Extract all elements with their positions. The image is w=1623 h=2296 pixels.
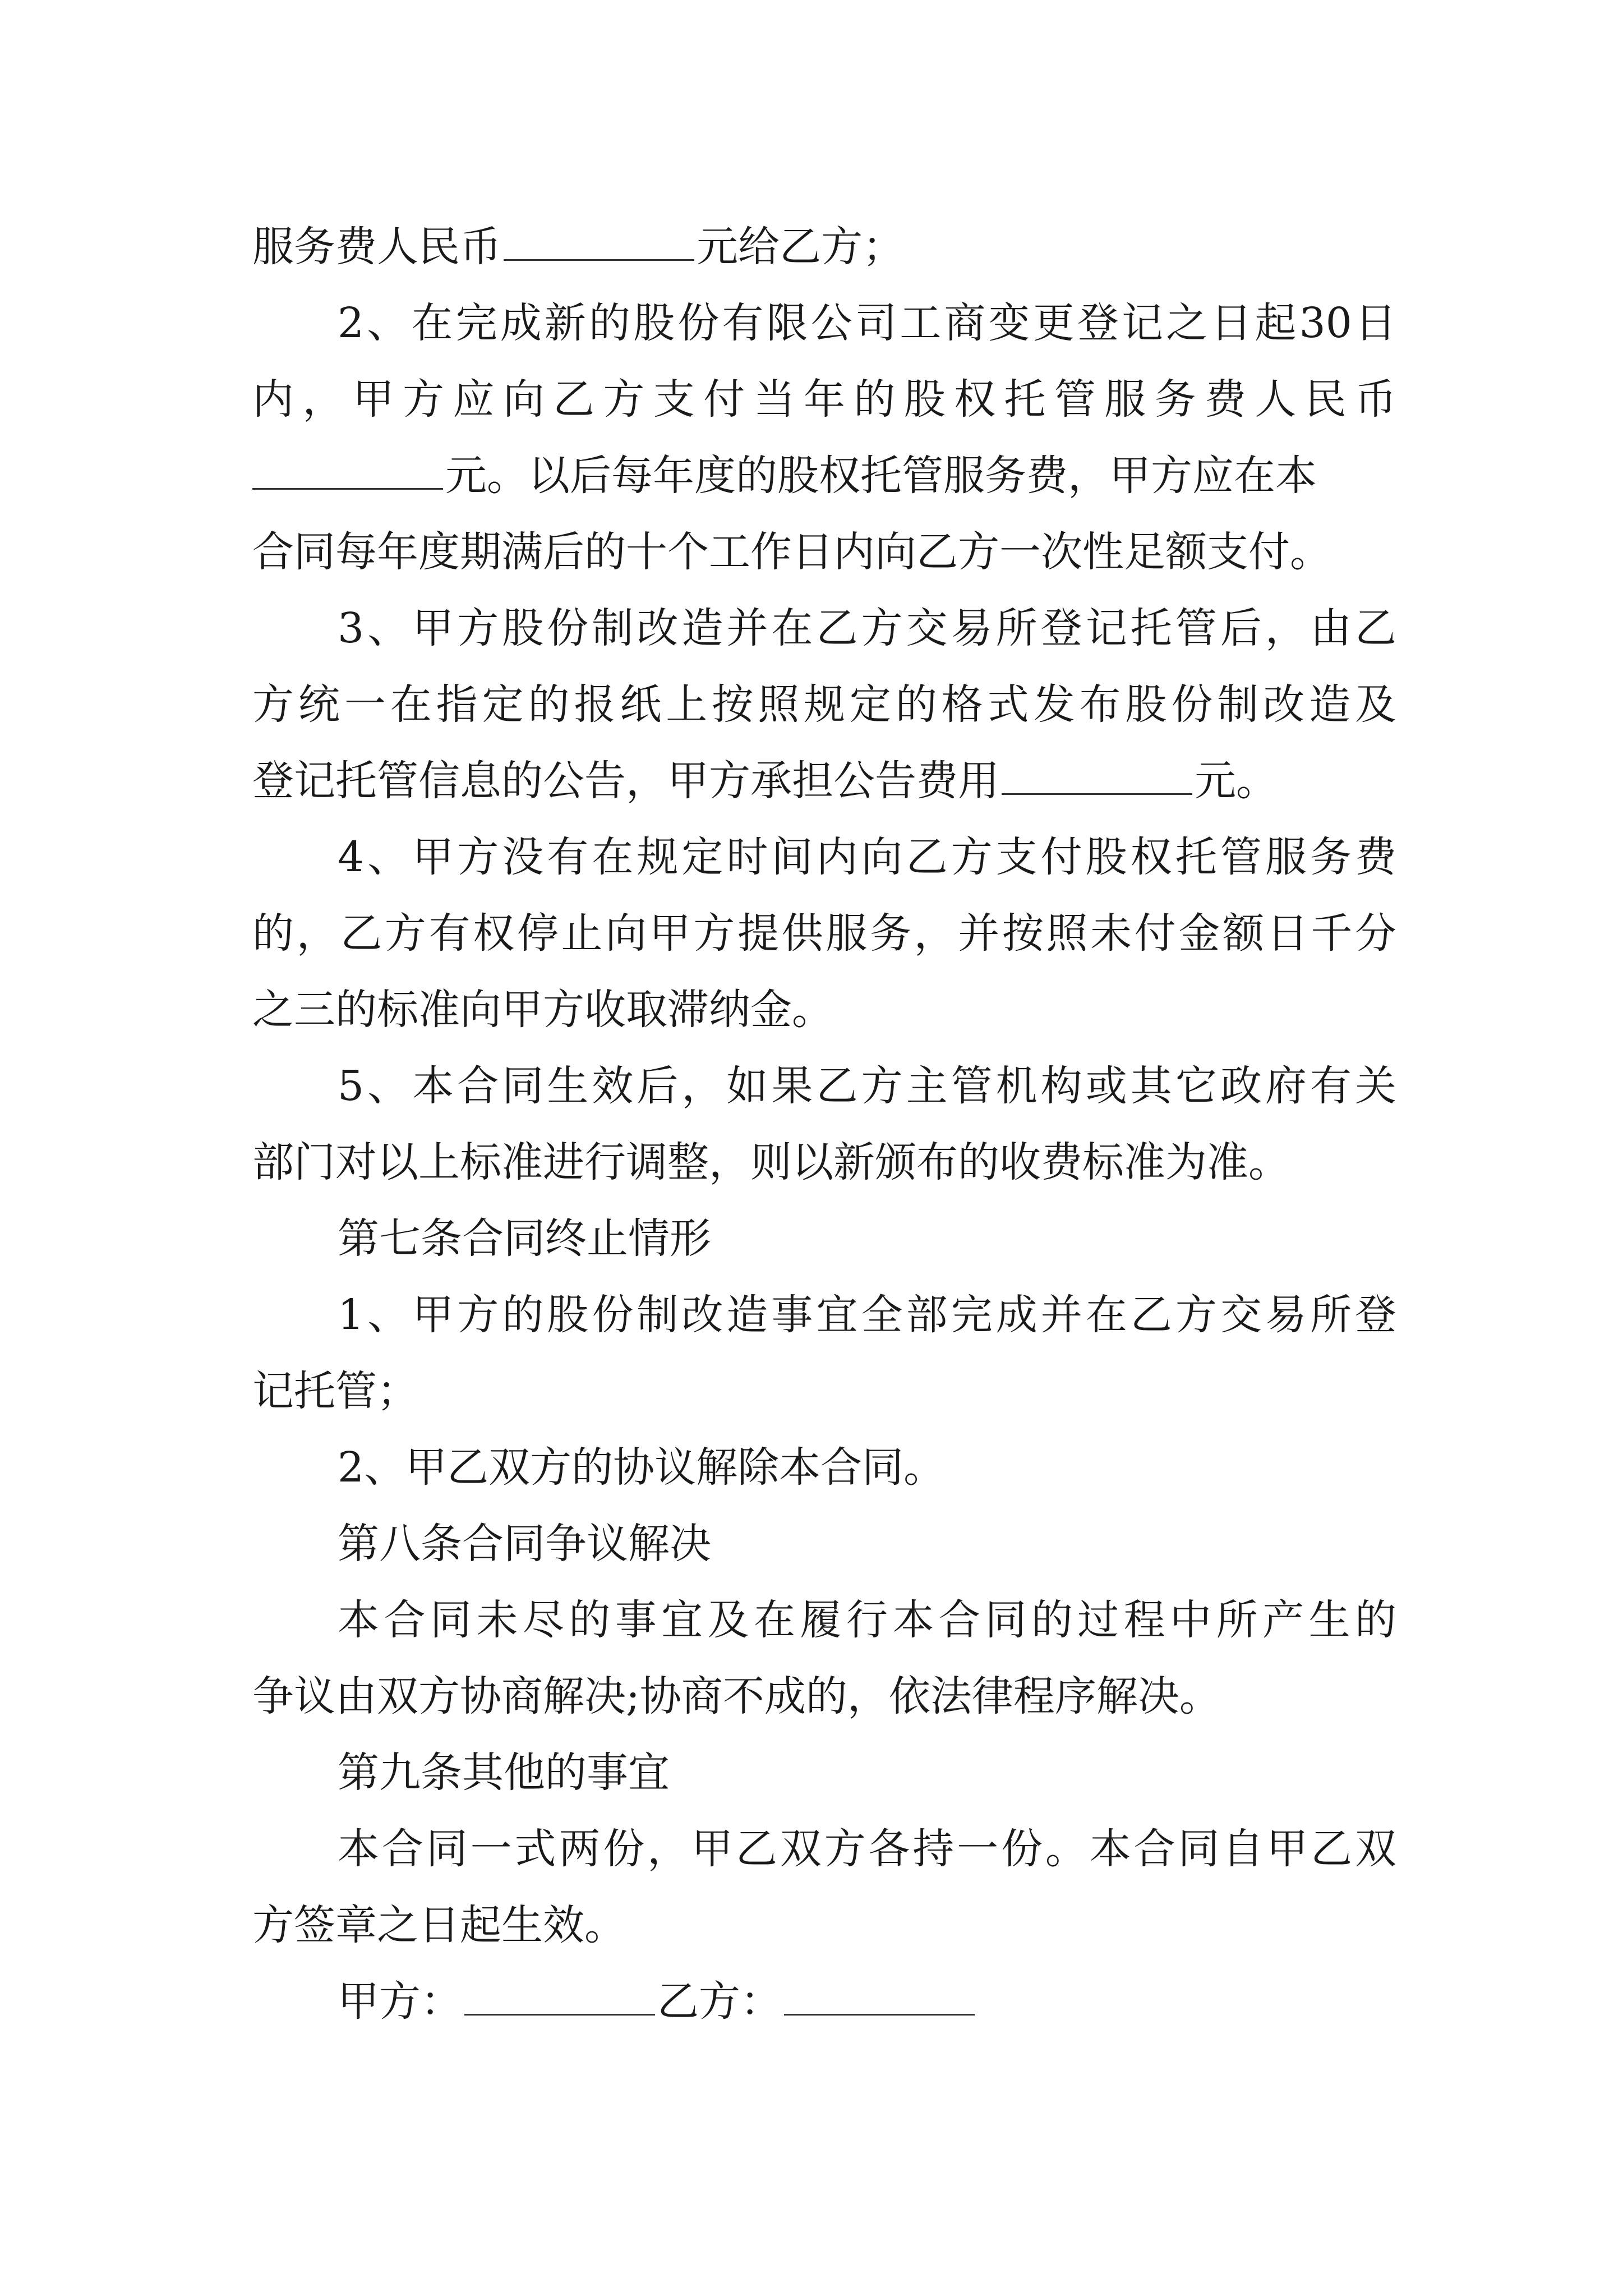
text-line: 3、甲方股份制改造并在乙方交易所登记托管后，由乙 bbox=[338, 604, 1396, 652]
text-segment: 服务费人民币 bbox=[252, 223, 501, 271]
fill-in-blank bbox=[252, 477, 443, 490]
text-line: 1、甲方的股份制改造事宜全部完成并在乙方交易所登 bbox=[338, 1291, 1396, 1339]
text-line: 方签章之日起生效。 bbox=[252, 1901, 626, 1949]
contract-body bbox=[252, 209, 1396, 2040]
section-heading: 第七条合同终止情形 bbox=[338, 1214, 711, 1263]
text-line: 5、本合同生效后，如果乙方主管机构或其它政府有关 bbox=[338, 1062, 1396, 1110]
text-line: 方统一在指定的报纸上按照规定的格式发布股份制改造及 bbox=[252, 680, 1396, 729]
text-line: 本合同一式两份，甲乙双方各持一份。本合同自甲乙双 bbox=[338, 1825, 1396, 1873]
text-line: 2、在完成新的股份有限公司工商变更登记之日起30日 bbox=[338, 299, 1396, 347]
text-segment: 登记托管信息的公告，甲方承担公告费用 bbox=[252, 757, 999, 805]
text-line: 之三的标准向甲方收取滞纳金。 bbox=[252, 986, 833, 1034]
section-heading: 第九条其他的事宜 bbox=[338, 1749, 670, 1797]
party-a-label: 甲方： bbox=[338, 1977, 462, 2026]
text-line: 4、甲方没有在规定时间内向乙方支付股权托管服务费 bbox=[338, 833, 1396, 881]
signature-line bbox=[252, 1963, 1396, 2040]
text-segment: 元给乙方； bbox=[697, 223, 904, 271]
text-line: 部门对以上标准进行调整，则以新颁布的收费标准为准。 bbox=[252, 1138, 1290, 1186]
text-line: 2、甲乙双方的协议解除本合同。 bbox=[338, 1443, 946, 1492]
text-line: 合同每年度期满后的十个工作日内向乙方一次性足额支付。 bbox=[252, 528, 1331, 576]
text-line: 本合同未尽的事宜及在履行本合同的过程中所产生的 bbox=[338, 1596, 1396, 1644]
text-line: 内，甲方应向乙方支付当年的股权托管服务费人民币 bbox=[252, 375, 1396, 424]
party-b-label: 乙方： bbox=[657, 1977, 782, 2026]
party-b-blank bbox=[784, 2003, 975, 2016]
section-heading: 第八条合同争议解决 bbox=[338, 1520, 711, 1568]
text-line bbox=[252, 438, 1396, 514]
text-segment: 元。以后每年度的股权托管服务费，甲方应在本 bbox=[445, 452, 1317, 500]
text-line: 的，乙方有权停止向甲方提供服务，并按照未付金额日千分 bbox=[252, 909, 1396, 958]
text-line: 记托管； bbox=[252, 1367, 418, 1415]
text-line bbox=[252, 743, 1396, 819]
fill-in-blank bbox=[504, 248, 694, 261]
text-segment: 元。 bbox=[1195, 757, 1278, 805]
party-a-blank bbox=[464, 2003, 655, 2016]
text-line bbox=[252, 209, 1396, 285]
fill-in-blank bbox=[1002, 782, 1192, 795]
text-line: 争议由双方协商解决;协商不成的，依法律程序解决。 bbox=[252, 1672, 1221, 1720]
